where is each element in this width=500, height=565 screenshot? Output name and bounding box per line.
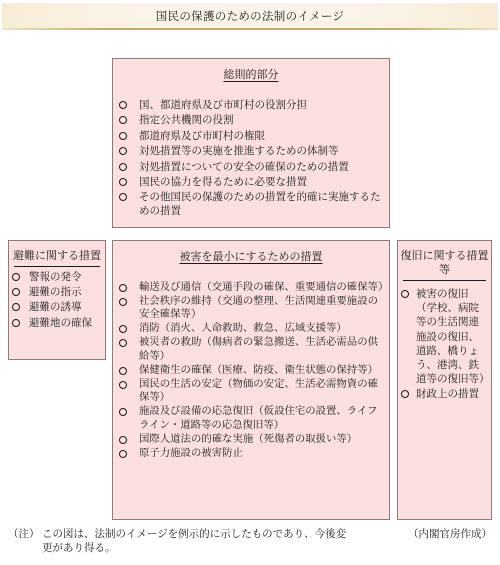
- list-item: 被害の復旧（学校、病院等の生活関連施設の復旧、道路、橋りょう、港湾、鉄道等の復旧等）: [398, 287, 491, 386]
- minimize-damage-heading: 被害を最小にするための措置: [179, 250, 323, 263]
- circle-bullet-icon: [12, 303, 20, 311]
- list-item: 国、都道府県及び市町村の役割分担: [113, 98, 389, 112]
- title-band: [2, 3, 498, 29]
- heading-divider: [403, 280, 486, 281]
- list-item: 都道府県及び市町村の権限: [113, 129, 389, 143]
- list-item: 国民の協力を得るために必要な措置: [113, 175, 389, 189]
- footnote-label: （注）: [8, 528, 40, 540]
- list-item: 警報の発令: [9, 270, 105, 284]
- list-item: その他国民の保護のための措置を的確に実施するための措置: [113, 190, 389, 218]
- circle-bullet-icon: [12, 273, 20, 281]
- evacuation-box: [8, 240, 106, 360]
- list-item: 消防（消火、人命救助、救急、広域支援等）: [113, 322, 389, 336]
- circle-bullet-icon: [119, 367, 127, 375]
- list-item: 国民の生活の安定（物価の安定、生活必需物資の確保等）: [113, 378, 389, 405]
- list-item: 対処措置についての安全の確保のための措置: [113, 160, 389, 174]
- minimize-damage-list: [113, 281, 389, 460]
- recovery-box: [397, 240, 492, 520]
- minimize-damage-box: [112, 240, 390, 520]
- circle-bullet-icon: [119, 193, 127, 201]
- list-item: 指定公共機関の役割: [113, 113, 389, 127]
- list-item: 輸送及び通信（交通手段の確保、重要通信の確保等）: [113, 281, 389, 295]
- circle-bullet-icon: [119, 284, 127, 292]
- list-item: 被災者の救助（傷病者の緊急搬送、生活必需品の供給等）: [113, 336, 389, 363]
- list-item: 対処措置等の実施を推進するための体制等: [113, 144, 389, 158]
- general-provisions-box: [112, 58, 390, 228]
- circle-bullet-icon: [119, 163, 127, 171]
- diagram-title: 国民の保護のための法制のイメージ: [155, 9, 345, 23]
- circle-bullet-icon: [119, 132, 127, 140]
- circle-bullet-icon: [119, 147, 127, 155]
- circle-bullet-icon: [119, 381, 127, 389]
- circle-bullet-icon: [12, 288, 20, 296]
- evacuation-heading: 避難に関する措置: [13, 249, 101, 262]
- source-credit: （内閣官房作成）: [408, 528, 492, 540]
- circle-bullet-icon: [119, 298, 127, 306]
- circle-bullet-icon: [119, 436, 127, 444]
- circle-bullet-icon: [119, 339, 127, 347]
- list-item: 避難の指示: [9, 285, 105, 299]
- list-item: 社会秩序の維持（交通の整理、生活関連重要施設の安全確保等）: [113, 295, 389, 322]
- list-item: 財政上の措置: [398, 387, 491, 401]
- circle-bullet-icon: [119, 408, 127, 416]
- recovery-list: [398, 287, 491, 401]
- evacuation-list: [9, 270, 105, 330]
- circle-bullet-icon: [119, 101, 127, 109]
- list-item: 施設及び設備の応急復旧（仮設住宅の設置、ライフライン・道路等の応急復旧等）: [113, 405, 389, 432]
- circle-bullet-icon: [119, 325, 127, 333]
- general-provisions-list: [113, 98, 389, 218]
- circle-bullet-icon: [12, 319, 20, 327]
- circle-bullet-icon: [119, 178, 127, 186]
- circle-bullet-icon: [119, 450, 127, 458]
- general-provisions-heading: 総則的部分: [223, 68, 279, 81]
- list-item: 避難の誘導: [9, 300, 105, 314]
- circle-bullet-icon: [119, 116, 127, 124]
- list-item: 避難地の確保: [9, 316, 105, 330]
- footnote-text: この図は、法制のイメージを例示的に示したものであり、今後変更があり得る。: [42, 528, 347, 554]
- recovery-heading: 復旧に関する措置等: [400, 249, 489, 276]
- list-item: 国際人道法の的確な実施（死傷者の取扱い等）: [113, 433, 389, 447]
- list-item: 原子力施設の被害防止: [113, 447, 389, 461]
- list-item: 保健衛生の確保（医療、防疫、衛生状態の保持等）: [113, 364, 389, 378]
- circle-bullet-icon: [401, 390, 409, 398]
- heading-divider: [14, 266, 100, 267]
- footnote: [8, 527, 348, 555]
- circle-bullet-icon: [401, 290, 409, 298]
